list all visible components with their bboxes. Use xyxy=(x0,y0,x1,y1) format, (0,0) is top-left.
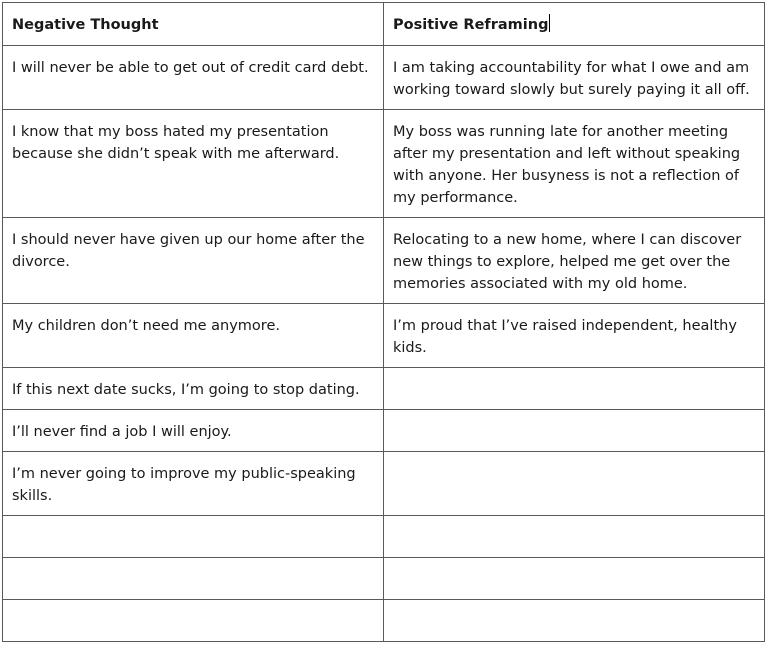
negative-thought-cell[interactable] xyxy=(3,558,384,600)
table-row xyxy=(3,368,765,410)
positive-reframing-cell[interactable] xyxy=(384,368,765,410)
positive-reframing-cell[interactable] xyxy=(384,600,765,642)
table-row xyxy=(3,600,765,642)
negative-thought-cell[interactable]: I’ll never find a job I will enjoy. xyxy=(3,410,384,452)
table-row xyxy=(3,452,765,516)
positive-reframing-cell[interactable] xyxy=(384,452,765,516)
table-row xyxy=(3,558,765,600)
table-row xyxy=(3,46,765,110)
reframing-table xyxy=(2,2,765,642)
text-cursor xyxy=(549,14,550,32)
negative-thought-cell[interactable]: I’m never going to improve my public-speaking skills. xyxy=(3,452,384,516)
table-row xyxy=(3,304,765,368)
header-row xyxy=(3,3,765,46)
table-row xyxy=(3,516,765,558)
header-positive-reframing[interactable] xyxy=(384,3,765,46)
table-row xyxy=(3,410,765,452)
negative-thought-cell[interactable]: My children don’t need me anymore. xyxy=(3,304,384,368)
negative-thought-cell[interactable] xyxy=(3,600,384,642)
negative-thought-cell[interactable]: I know that my boss hated my presentation because she didn’t speak with me afterward. xyxy=(3,110,384,218)
header-negative-thought[interactable]: Negative Thought xyxy=(3,3,384,46)
header-positive-reframing-label: Positive Reframing xyxy=(393,17,549,33)
positive-reframing-cell[interactable] xyxy=(384,410,765,452)
positive-reframing-cell[interactable] xyxy=(384,558,765,600)
negative-thought-cell[interactable]: If this next date sucks, I’m going to stop dating. xyxy=(3,368,384,410)
table-row xyxy=(3,110,765,218)
positive-reframing-cell[interactable] xyxy=(384,516,765,558)
table-row xyxy=(3,218,765,304)
positive-reframing-cell[interactable]: I am taking accountability for what I owe and am working toward slowly but surely paying it all off. xyxy=(384,46,765,110)
positive-reframing-cell[interactable]: I’m proud that I’ve raised independent, healthy kids. xyxy=(384,304,765,368)
negative-thought-cell[interactable] xyxy=(3,516,384,558)
positive-reframing-cell[interactable]: My boss was running late for another meeting after my presentation and left without speaking with anyone. Her busyness is not a reflection of my performance. xyxy=(384,110,765,218)
negative-thought-cell[interactable]: I should never have given up our home after the divorce. xyxy=(3,218,384,304)
positive-reframing-cell[interactable]: Relocating to a new home, where I can discover new things to explore, helped me get over the memories associated with my old home. xyxy=(384,218,765,304)
negative-thought-cell[interactable]: I will never be able to get out of credit card debt. xyxy=(3,46,384,110)
